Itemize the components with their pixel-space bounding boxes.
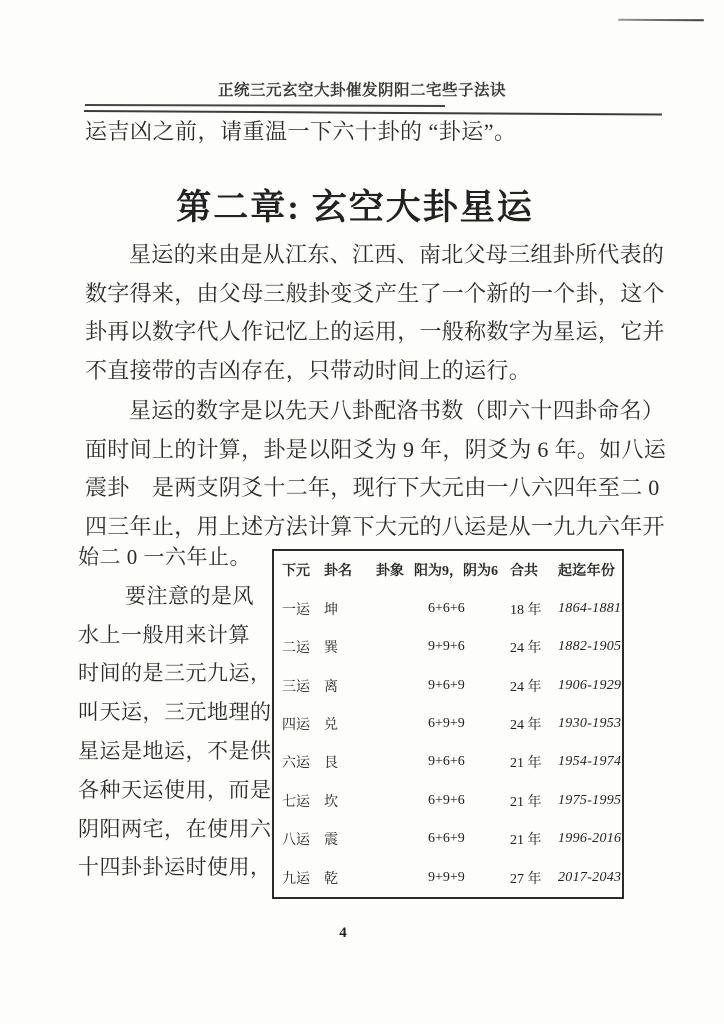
table-cell: 1954-1974	[558, 754, 622, 770]
table-row	[274, 782, 622, 820]
table-header-cell: 起迄年份	[558, 564, 616, 580]
table-cell: 巽	[324, 641, 338, 657]
table-row	[274, 589, 622, 627]
table-cell: 21 年	[510, 756, 542, 772]
table-row	[274, 820, 622, 858]
table-row	[274, 743, 622, 781]
paragraph-2	[85, 392, 670, 546]
table-row	[274, 666, 622, 704]
table-cell: 2017-2043	[558, 869, 622, 885]
side-text-line: 阴阳两宅，在使用六	[78, 816, 272, 841]
side-text-line: 十四卦卦运时使用，	[78, 855, 272, 880]
side-text-line: 水上一般用来计算	[78, 622, 250, 647]
running-header-title: 正统三元玄空大卦催发阴阳二宅些子法诀	[217, 82, 506, 99]
table-cell: 21 年	[510, 833, 542, 849]
table-header-cell: 阳为9，阴为6	[414, 564, 498, 580]
table-cell: 6+6+6	[428, 600, 465, 616]
text-line: 震卦 是两支阴爻十二年，现行下大元由一八六四年至二 0	[85, 475, 660, 501]
table-cell: 艮	[324, 756, 338, 772]
side-text-line: 星运是地运，不是供	[78, 738, 272, 763]
table-cell: 1996-2016	[558, 831, 622, 847]
table-cell: 1882-1905	[558, 639, 622, 655]
side-text-line: 始二 0 一六年止。	[78, 545, 251, 569]
table-cell: 九运	[282, 871, 310, 887]
table-cell: 24 年	[510, 679, 542, 695]
table-cell: 1930-1953	[558, 715, 622, 731]
table-header-cell: 下元	[282, 564, 310, 580]
luck-periods-table	[272, 549, 624, 899]
table-cell: 乾	[324, 871, 338, 887]
table-cell: 6+9+9	[428, 715, 465, 731]
table-cell: 1975-1995	[558, 792, 622, 808]
table-cell: 离	[324, 679, 338, 695]
table-cell: 24 年	[510, 641, 542, 657]
table-header-cell: 卦名	[324, 564, 352, 580]
table-cell: 坎	[324, 794, 338, 810]
text-line: 卦再以数字代人作记忆上的运用，一般称数字为星运，它并	[85, 319, 665, 345]
table-header-row	[274, 551, 622, 589]
table-header-cell: 卦象	[376, 564, 404, 580]
text-line: 面时间上的计算，卦是以阳爻为 9 年，阴爻为 6 年。如八运	[85, 436, 667, 462]
header-rule-short	[85, 104, 445, 107]
table-row	[274, 628, 622, 666]
table-header-cell: 合共	[510, 564, 538, 580]
scan-artifact-line	[618, 19, 704, 22]
table-cell: 6+9+6	[428, 792, 465, 808]
table-cell: 七运	[282, 794, 310, 810]
table-cell: 9+6+6	[428, 754, 465, 770]
side-text-line: 要注意的是风	[125, 583, 254, 608]
text-line: 不直接带的吉凶存在，只带动时间上的运行。	[85, 357, 532, 383]
table-cell: 9+6+9	[428, 677, 465, 693]
table-cell: 四运	[282, 717, 310, 733]
chapter-heading: 第二章: 玄空大卦星运	[176, 188, 534, 227]
table-cell: 21 年	[510, 794, 542, 810]
table-cell: 震	[324, 833, 338, 849]
table-cell: 24 年	[510, 717, 542, 733]
side-text-line: 各种天运使用，而是	[78, 777, 272, 802]
text-line: 星运的数字是以先天八卦配洛书数（即六十四卦命名）	[129, 398, 665, 423]
table-cell: 1864-1881	[558, 600, 622, 616]
table-cell: 6+6+9	[428, 831, 465, 847]
side-text-line: 时间的是三元九运，	[78, 661, 272, 686]
text-line: 数字得来，由父母三般卦变爻产生了一个新的一个卦，这个	[85, 280, 665, 306]
intro-line: 运吉凶之前，请重温一下六十卦的 “卦运”。	[85, 119, 517, 144]
side-text-line: 叫天运，三元地理的	[78, 700, 272, 725]
paragraph-1	[85, 236, 670, 390]
table-cell: 27 年	[510, 871, 542, 887]
table-cell: 1906-1929	[558, 677, 622, 693]
page-number: 4	[339, 925, 347, 941]
table-cell: 六运	[282, 756, 310, 772]
table-cell: 三运	[282, 679, 310, 695]
table-cell: 兑	[324, 717, 338, 733]
header-rule-long	[84, 110, 662, 116]
table-row	[274, 705, 622, 743]
table-cell: 二运	[282, 641, 310, 657]
text-line: 四三年止，用上述方法计算下大元的八运是从一九九六年开	[85, 513, 665, 539]
table-cell: 9+9+9	[428, 869, 465, 885]
table-row	[274, 859, 622, 897]
table-cell: 18 年	[510, 602, 542, 618]
table-cell: 坤	[324, 602, 338, 618]
text-line: 星运的来由是从江东、江西、南北父母三组卦所代表的	[129, 242, 665, 267]
side-column	[78, 538, 276, 887]
table-cell: 八运	[282, 833, 310, 849]
table-cell: 一运	[282, 602, 310, 618]
table-cell: 9+9+6	[428, 639, 465, 655]
